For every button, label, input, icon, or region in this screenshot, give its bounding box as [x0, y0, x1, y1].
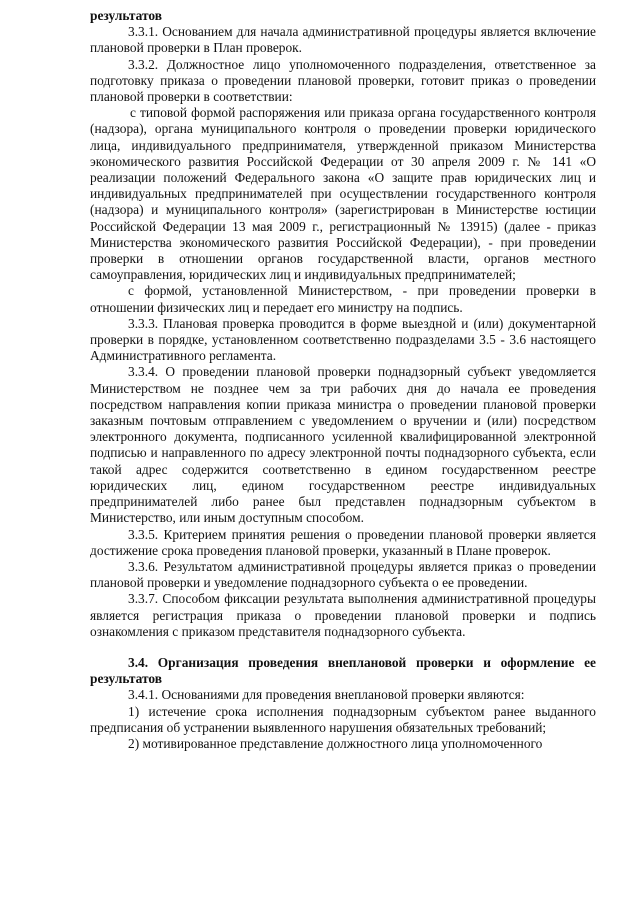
paragraph-3-3-2-item-a: с типовой формой распоряжения или приказа органа государственного контроля (надзора), органа муниципального контроля о проведении проверки юридического лица, индивидуального предпринимателя, утвержденной приказом Министерства экономического развития Российской Федерации от 30 апреля 2009 г. № 141 «О реализации положений Федерального закона «О защите прав юридических лиц и индивидуальных предпринимателей при осуществлении государственного контроля (надзора) и муниципального контроля» (зарегистрирован в Министерстве юстиции Российской Федерации 13 мая 2009 г., регистрационный № 13915) (далее - приказ Министерства экономического развития Российской Федерации), - при проведении проверки в отношении органов государственной власти, органов местного самоуправления, юридических лиц и индивидуальных предпринимателей;	[90, 105, 596, 283]
paragraph-3-4-1-item-1: 1) истечение срока исполнения поднадзорным субъектом ранее выданного предписания об устранении выявленного нарушения обязательных требований;	[90, 703, 596, 735]
paragraph-3-3-5: 3.3.5. Критерием принятия решения о проведении плановой проверки является достижение срока проведения плановой проверки, указанный в Плане проверок.	[90, 526, 596, 558]
paragraph-3-3-2-item-b: с формой, установленной Министерством, - при проведении проверки в отношении физических лиц и передает его министру на подпись.	[90, 283, 596, 315]
paragraph-3-3-3: 3.3.3. Плановая проверка проводится в форме выездной и (или) документарной проверки в порядке, установленном соответственно подразделами 3.5 - 3.6 настоящего Административного регламента.	[90, 315, 596, 364]
paragraph-3-3-4: 3.3.4. О проведении плановой проверки поднадзорный субъект уведомляется Министерством не позднее чем за три рабочих дня до начала ее проведения посредством направления копии приказа министра о проведении плановой проверки заказным почтовым отправлением с уведомлением о вручении и (или) посредством электронного документа, подписанного усиленной квалифицированной электронной подписью и направленного по адресу электронной почты поднадзорного субъекта, если такой адрес содержится соответственно в едином государственном реестре юридических лиц, едином государственном реестре индивидуальных предпринимателей либо ранее был представлен поднадзорным субъектом в Министерство, или иным доступным способом.	[90, 364, 596, 526]
paragraph-3-3-2: 3.3.2. Должностное лицо уполномоченного подразделения, ответственное за подготовку приказа о проведении плановой проверки, готовит приказ о проведении плановой проверки в соответствии:	[90, 56, 596, 105]
paragraph-3-4-1: 3.4.1. Основаниями для проведения внеплановой проверки являются:	[128, 687, 525, 703]
paragraph-3-3-1: 3.3.1. Основанием для начала административной процедуры является включение плановой проверки в План проверок.	[90, 24, 596, 56]
carry-over-heading: результатов	[90, 8, 163, 23]
section-heading-3-4: 3.4. Организация проведения внеплановой проверки и оформление ее результатов	[90, 654, 596, 687]
paragraph-3-4-1-item-2: 2) мотивированное представление должностного лица уполномоченного	[128, 735, 543, 751]
document-page	[90, 8, 596, 752]
paragraph-3-3-7: 3.3.7. Способом фиксации результата выполнения административной процедуры является регистрация приказа о проведении плановой проверки и подпись ознакомления с приказом представителя поднадзорного субъекта.	[90, 591, 596, 639]
paragraph-3-3-6: 3.3.6. Результатом административной процедуры является приказ о проведении плановой проверки и уведомление поднадзорного субъекта о ее проведении.	[90, 558, 596, 591]
